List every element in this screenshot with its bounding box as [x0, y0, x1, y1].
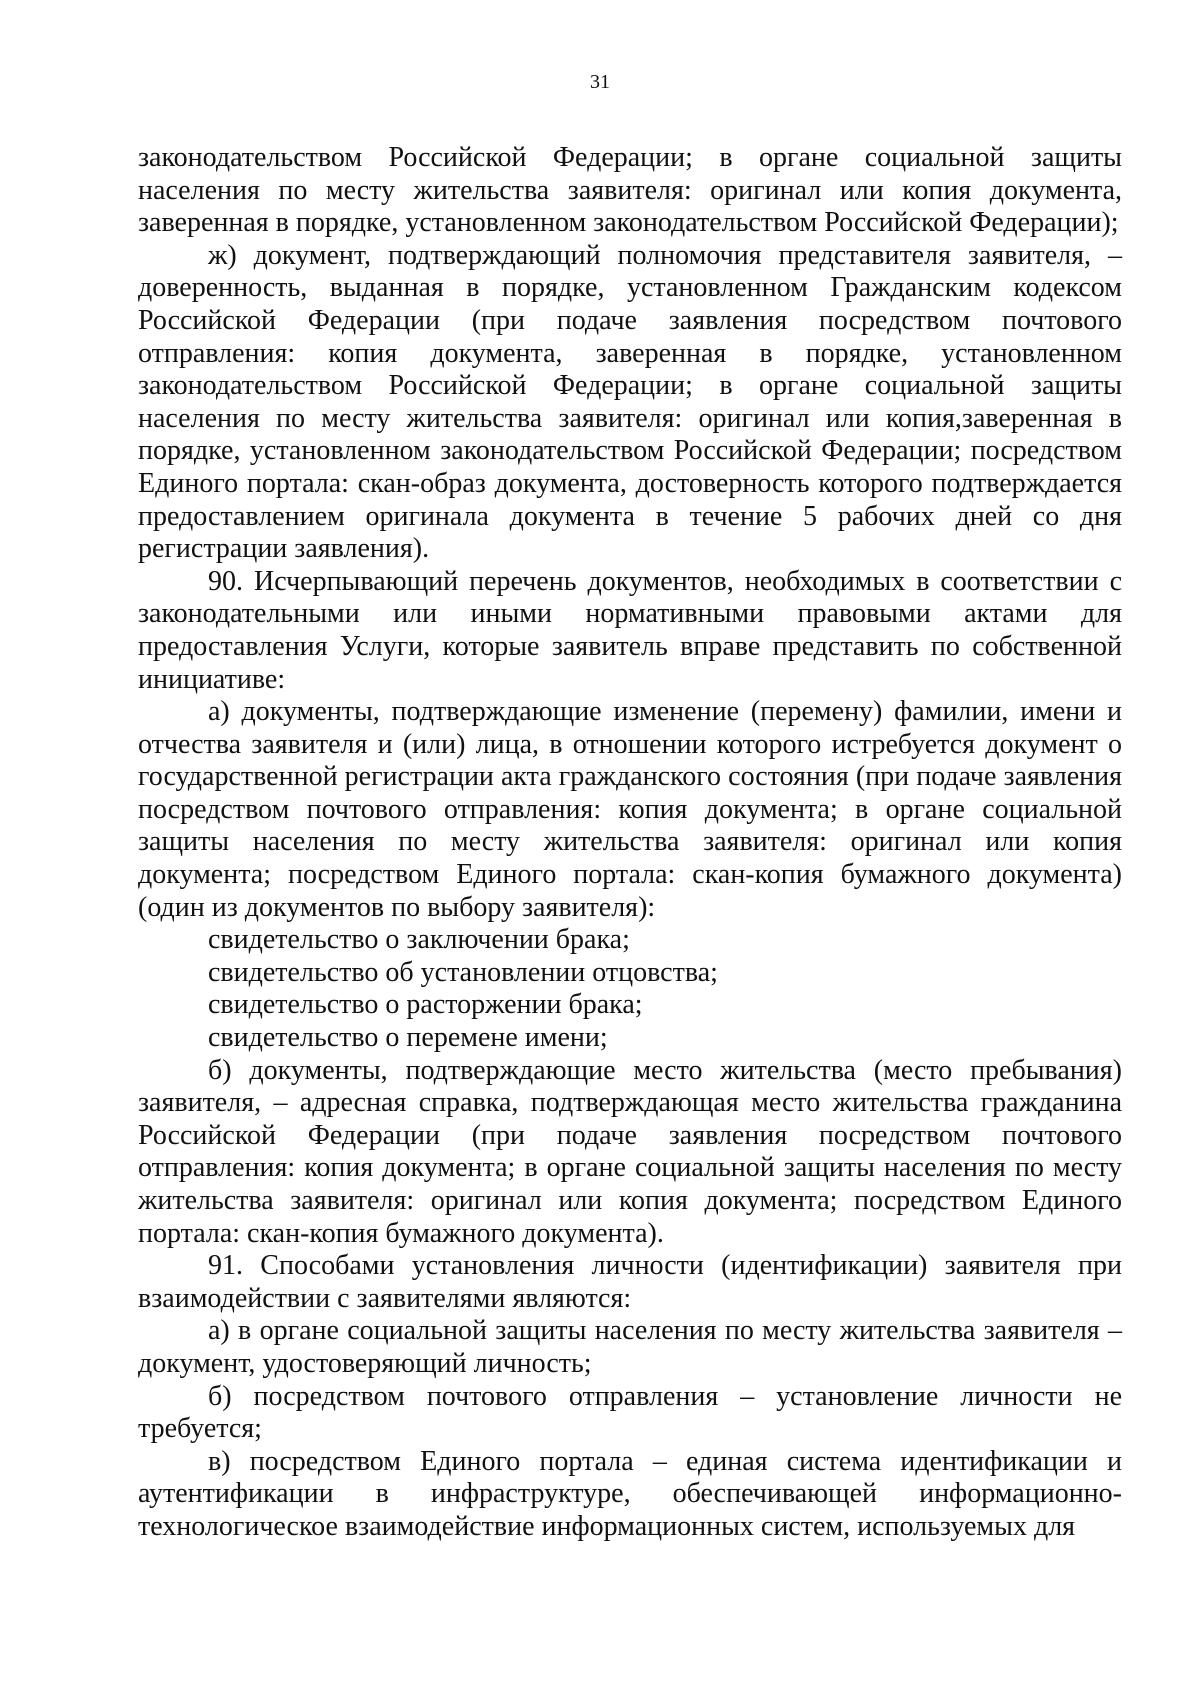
paragraph: законодательством Российской Федерации; в органе социальной защиты населения по месту жительства заявителя: оригинал или копия документа, заверенная в порядке, установленном законодательством Российской Федерации); [138, 142, 1122, 239]
paragraph: а) документы, подтверждающие изменение (перемену) фамилии, имени и отчества заявителя и (или) лица, в отношении которого истребуется документ о государственной регистрации акта гражданского состояния (при подаче заявления посредством почтового отправления: копия документа; в органе социальной защиты населения по месту жительства заявителя: оригинал или копия документа; посредством Единого портала: скан-копия бумажного документа) (один из документов по выбору заявителя): [138, 696, 1122, 923]
paragraph: в) посредством Единого портала – единая система идентификации и аутентификации в инфраструктуре, обеспечивающей информационно-технологическое взаимодействие информационных систем, используемых для [138, 1445, 1122, 1542]
paragraph: б) документы, подтверждающие место жительства (место пребывания) заявителя, – адресная справка, подтверждающая место жительства гражданина Российской Федерации (при подаче заявления посредством почтового отправления: копия документа; в органе социальной защиты населения по месту жительства заявителя: оригинал или копия документа; посредством Единого портала: скан-копия бумажного документа). [138, 1054, 1122, 1249]
paragraph: 91. Способами установления личности (идентификации) заявителя при взаимодействии с заявителями являются: [138, 1250, 1122, 1314]
paragraph: а) в органе социальной защиты населения по месту жительства заявителя – документ, удостоверяющий личность; [138, 1315, 1122, 1379]
list-item: свидетельство о расторжении брака; [208, 989, 643, 1021]
list-item: свидетельство об установлении отцовства; [208, 956, 718, 988]
list-item: свидетельство о заключении брака; [208, 924, 630, 956]
document-body [138, 142, 1122, 1544]
list-item: свидетельство о перемене имени; [208, 1022, 608, 1054]
paragraph: ж) документ, подтверждающий полномочия представителя заявителя, – доверенность, выданная в порядке, установленном Гражданским кодексом Российской Федерации (при подаче заявления посредством почтового отправления: копия документа, заверенная в порядке, установленном законодательством Российской Федерации; в органе социальной защиты населения по месту жительства заявителя: оригинал или копия,заверенная в порядке, установленном законодательством Российской Федерации; посредством Единого портала: скан-образ документа, достоверность которого подтверждается предоставлением оригинала документа в течение 5 рабочих дней со дня регистрации заявления). [138, 239, 1122, 565]
paragraph: 90. Исчерпывающий перечень документов, необходимых в соответствии с законодательными или иными нормативными правовыми актами для предоставления Услуги, которые заявитель вправе представить по собственной инициативе: [138, 565, 1122, 695]
paragraph: б) посредством почтового отправления – установление личности не требуется; [138, 1380, 1122, 1445]
page-number: 31 [590, 71, 610, 93]
